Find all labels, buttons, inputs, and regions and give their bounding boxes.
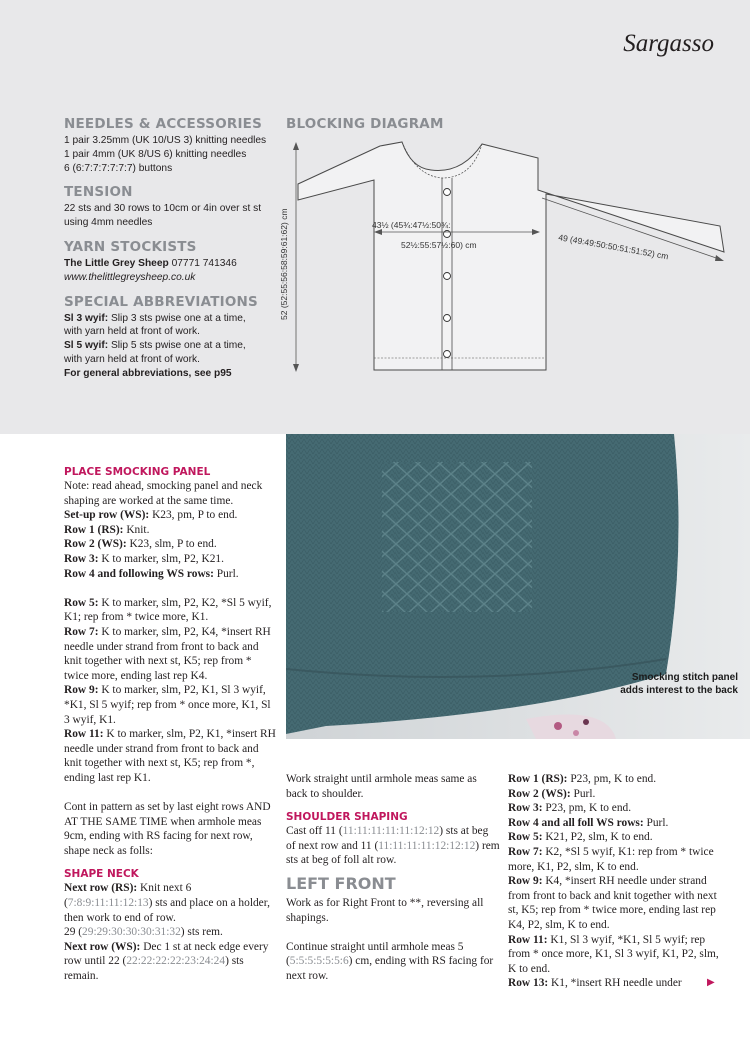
general-abbrev-note: For general abbreviations, see p95 [64,367,232,379]
arrow-head [293,142,299,150]
section-heading: SHAPE NECK [64,868,139,881]
pattern-column-2 [286,772,500,984]
button-icon [444,315,451,322]
tension-section [64,184,284,230]
note-text: Note: read ahead, smocking panel and neck shaping are worked at the same time. [64,480,263,507]
row-text: K2, *Sl 5 wyif, K1: rep from * twice more, K1, P2, slm, K to end. [508,845,714,873]
size-values: 11:11:11:11:11:12:12 [342,825,440,838]
row-term: Row 13: [508,977,549,990]
chest-label-2: 52½:55:57½:60) cm [401,240,477,250]
row-term: Row 2 (WS): [508,787,571,800]
abbrev-def: Slip 5 sts pwise one at a time, [108,340,246,352]
abbrev-heading: SPECIAL ABBREVIATIONS [64,293,258,310]
needles-line: 1 pair 3.25mm (UK 10/US 3) knitting needles [64,135,267,146]
row-text: Knit. [123,523,150,536]
button-icon [444,351,451,358]
stockist-name: The Little Grey Sheep [64,257,169,269]
page-title: Sargasso [623,30,714,57]
arrow-head [293,364,299,372]
row-text: Purl. [213,567,239,580]
row-term: Row 5: [508,831,543,844]
button-icon [444,189,451,196]
size-values: 7:8:9:11:11:12:13 [67,897,149,910]
row-text: P23, pm, K to end. [567,773,657,785]
row-text: K to marker, slm, P2, K2, *Sl 5 wyif, K1; rep from * twice more, K1. [64,596,272,624]
size-values: 22:22:22:22:23:24:24 [126,955,226,968]
row-term: Row 3: [64,552,99,565]
row-text: Continue straight until armhole meas 5 ( [286,940,464,968]
row-text: ) sts rem. [180,926,223,939]
abbrev-term: Sl 5 wyif: [64,340,109,352]
row-term: Next row (RS): [64,882,138,895]
row-term: Row 2 (WS): [64,538,127,551]
abbrev-def: with yarn held at front of work. [64,326,200,338]
row-text: 29 ( [64,926,83,939]
abbrev-term: Sl 3 wyif: [64,312,109,324]
stockist-url[interactable]: www.thelittlegreysheep.co.uk [64,271,196,283]
size-values: 29:29:30:30:30:31:32 [82,926,181,939]
tension-heading: TENSION [64,184,133,201]
pattern-column-1 [64,466,278,984]
row-term: Row 3: [508,802,543,815]
row-text: ) cm, ending with RS facing for next row. [286,955,494,982]
work-text: Work straight until armhole meas same as back to shoulder. [286,773,477,800]
diagram-heading: BLOCKING DIAGRAM [286,116,444,132]
section-heading: SHOULDER SHAPING [286,811,408,824]
row-text: K to marker, slm, P2, K1, *insert RH needle under strand from front to back and knit together with next st, K5; rep from *, ending last rep K1. [64,728,276,784]
chest-label-1: 43½ (45¾:47½:50¾: [372,220,451,230]
row-text: Knit next 6 ( [64,882,192,910]
blocking-diagram [276,134,736,434]
left-front-text: Work as for Right Front to **, reversing all shapings. [286,896,484,924]
button-icon [444,273,451,280]
row-text: K23, pm, P to end. [149,509,238,522]
tension-line: using 4mm needles [64,217,153,229]
row-term: Next row (WS): [64,940,141,953]
row-term: Row 11: [64,728,104,741]
left-front-heading: LEFT FRONT [286,873,396,893]
row-text: ) sts remain. [64,955,244,982]
row-text: Cast off 11 ( [286,825,343,838]
row-text: K1, *insert RH needle under [548,977,682,990]
row-term: Row 11: [508,933,548,946]
yarn-section [64,239,284,285]
stockist-phone: 07771 741346 [171,257,237,269]
row-text: ) sts at beg of next row and 11 ( [286,825,489,852]
photo-caption: Smocking stitch panel adds interest to the back [620,672,738,696]
sleeve-label: 49 (49:49:50:50:51:51:52) cm [557,232,670,262]
row-term: Row 9: [508,875,543,888]
row-text: K21, P2, slm, K to end. [542,831,653,844]
arrow-head [715,255,724,261]
row-text: K to marker, slm, P2, K21. [98,552,224,565]
needles-section [64,116,284,175]
row-term: Row 4 and all foll WS rows: [508,816,644,829]
continue-text: Cont in pattern as set by last eight rows AND AT THE SAME TIME when armhole meas 9cm, ending with RS facing for next row, shape neck as folls: [64,801,271,857]
tension-line: 22 sts and 30 rows to 10cm or 4in over st st [64,203,262,215]
row-term: Row 7: [64,625,99,638]
abbrev-def: with yarn held at front of work. [64,353,200,365]
row-text: K to marker, slm, P2, K4, *insert RH needle under strand from front to back and knit together with next st, K5; rep from * twice more, ending last rep K4. [64,625,271,682]
needles-line: 1 pair 4mm (UK 8/US 6) knitting needles [64,148,247,160]
row-text: K4, *insert RH needle under strand from front to back and knit together with next st, K5; rep from * twice more, ending last rep K4, P2, slm, K to end. [508,875,717,931]
row-term: Row 5: [64,596,99,609]
buttons-line: 6 (6:7:7:7:7:7:7) buttons [64,162,173,174]
row-text: Purl. [570,787,596,800]
section-heading: PLACE SMOCKING PANEL [64,466,211,478]
button-icon [444,231,451,238]
row-term: Set-up row (WS): [64,509,150,522]
row-term: Row 4 and following WS rows: [64,567,214,580]
yarn-heading: YARN STOCKISTS [64,238,197,255]
next-page-arrow-icon[interactable]: ▶ [707,977,715,988]
row-text: Dec 1 st at neck edge every row until 22 ( [64,940,269,968]
row-term: Row 1 (RS): [64,523,124,536]
row-text: ) sts and place on a holder, then work to end of row. [64,897,270,924]
abbrev-section [64,294,284,381]
row-text: Purl. [643,816,669,829]
row-text: P23, pm, K to end. [542,802,632,815]
row-term: Row 1 (RS): [508,773,568,785]
size-values: 5:5:5:5:5:5:6 [289,955,349,968]
row-text: K23, slm, P to end. [126,538,217,551]
length-label: 52 (52:55:56:58:59:61:62) cm [279,208,289,320]
needles-heading: NEEDLES & ACCESSORIES [64,116,263,132]
pattern-column-3 [508,772,726,991]
info-sidebar [64,116,284,390]
row-term: Row 7: [508,845,543,858]
abbrev-def: Slip 3 sts pwise one at a time, [108,312,246,324]
row-text: K to marker, slm, P2, K1, Sl 3 wyif, *K1, Sl 5 wyif; rep from * once more, K1, Sl 3 wyif, K1. [64,684,271,726]
row-text: K1, Sl 3 wyif, *K1, Sl 5 wyif; rep from * once more, K1, Sl 3 wyif, K1, P2, slm, K to end. [508,933,719,975]
row-text: ) rem sts at beg of foll alt row. [286,839,500,867]
size-values: 11:11:11:11:12:12:12 [378,839,476,852]
row-term: Row 9: [64,684,99,697]
smocking-panel [382,462,532,612]
